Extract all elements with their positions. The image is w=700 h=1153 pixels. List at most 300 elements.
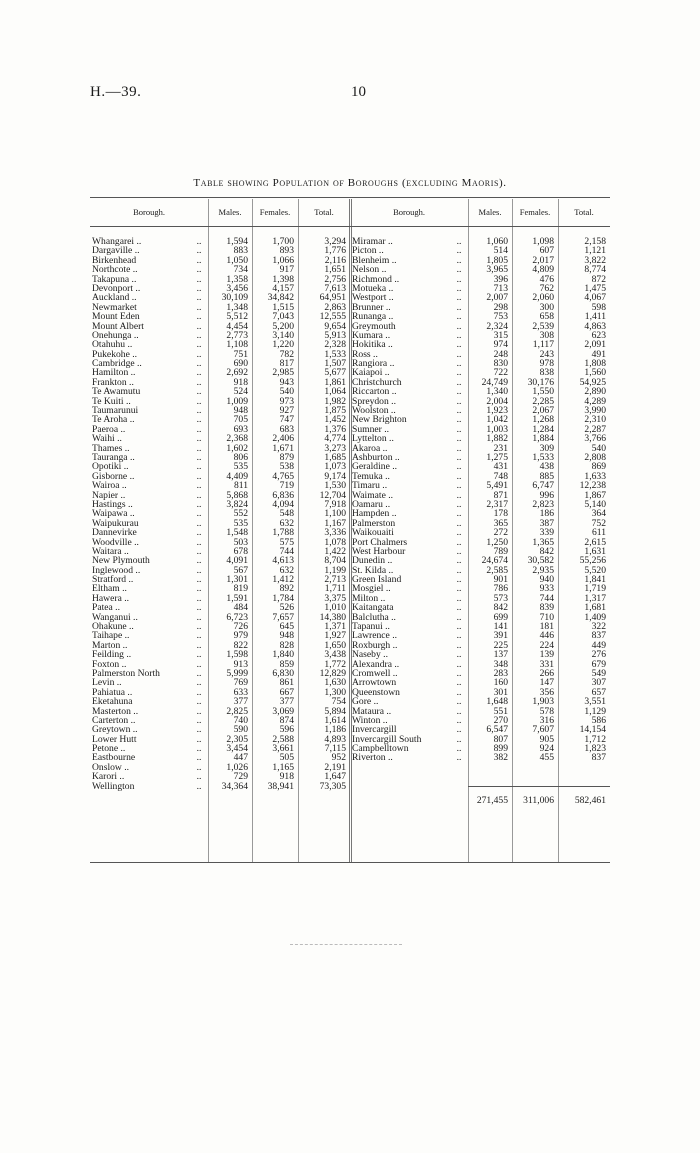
- borough-name: Napier ..: [92, 490, 126, 500]
- leader-dots: ..: [196, 564, 202, 576]
- total-value: 2,091: [584, 339, 606, 351]
- borough-name: Inglewood ..: [92, 565, 141, 576]
- leader-dots: ..: [456, 489, 462, 501]
- leader-dots: ..: [456, 470, 462, 482]
- borough-name: Queenstown: [352, 687, 400, 698]
- total-value: 586: [591, 714, 606, 726]
- table-row: [350, 575, 610, 584]
- males-value: 30,109: [221, 292, 248, 304]
- females-value: 927: [279, 405, 294, 417]
- total-value: 1,651: [324, 264, 346, 276]
- col-header-females: Females.: [259, 207, 291, 217]
- females-value: 1,098: [532, 236, 554, 247]
- right-rows: [350, 237, 610, 763]
- females-value: 266: [539, 667, 554, 679]
- borough-name: Christchurch: [352, 377, 402, 388]
- males-value: 573: [493, 592, 508, 604]
- males-value: 315: [493, 329, 508, 341]
- males-value: 830: [493, 358, 508, 370]
- females-value: 243: [539, 348, 554, 360]
- total-value: 1,530: [324, 480, 346, 492]
- borough-name: Naseby ..: [352, 650, 388, 660]
- borough-name: Waipukurau: [92, 518, 139, 529]
- males-value: 3,965: [486, 264, 508, 276]
- table-row: [350, 631, 610, 640]
- total-value: 7,115: [324, 743, 346, 755]
- table-row: [350, 650, 610, 659]
- males-value: 5,491: [486, 480, 508, 492]
- table-row: [350, 481, 610, 490]
- total-value: 3,294: [324, 236, 346, 247]
- borough-name: Roxburgh ..: [352, 640, 398, 651]
- borough-name: Tapanui ..: [352, 622, 390, 632]
- total-value: 54,925: [579, 376, 606, 388]
- females-value: 879: [279, 451, 294, 463]
- leader-dots: ..: [196, 508, 202, 520]
- borough-name: Nelson ..: [352, 265, 387, 275]
- males-value: 567: [233, 564, 248, 576]
- males-value: 141: [493, 621, 508, 633]
- total-value: 1,422: [324, 545, 346, 557]
- total-value: 1,631: [584, 545, 606, 557]
- females-value: 1,840: [272, 649, 294, 661]
- males-value: 514: [493, 245, 508, 257]
- males-value: 713: [493, 282, 508, 294]
- females-value: 1,284: [532, 423, 554, 435]
- total-value: 754: [331, 696, 346, 708]
- leader-dots: ..: [196, 592, 202, 604]
- total-value: 1,808: [584, 358, 606, 370]
- borough-name: Riverton ..: [352, 753, 393, 763]
- total-value: 1,685: [324, 451, 346, 463]
- leader-dots: ..: [196, 320, 202, 332]
- leader-dots: ..: [196, 658, 202, 670]
- table-row: [350, 613, 610, 622]
- females-value: 1,365: [532, 536, 554, 548]
- males-value: 822: [233, 639, 248, 651]
- total-value: 3,766: [584, 433, 606, 445]
- table-row: [350, 725, 610, 734]
- leader-dots: ..: [456, 574, 462, 586]
- females-value: 1,700: [272, 236, 294, 247]
- males-value: 382: [493, 752, 508, 764]
- total-value: 1,841: [584, 574, 606, 586]
- borough-name: Spreydon ..: [352, 396, 396, 407]
- table-row: [350, 547, 610, 556]
- table-row: [90, 462, 350, 471]
- leader-dots: ..: [456, 339, 462, 351]
- table-row: [350, 584, 610, 593]
- total-value: 55,256: [579, 555, 606, 567]
- leader-dots: ..: [196, 696, 202, 708]
- females-value: 2,539: [532, 320, 554, 332]
- total-value: 307: [591, 677, 606, 689]
- leader-dots: ..: [196, 451, 202, 463]
- borough-name: Eastbourne: [92, 753, 136, 763]
- leader-dots: ..: [456, 461, 462, 473]
- males-value: 1,602: [226, 442, 248, 454]
- leader-dots: ..: [456, 386, 462, 398]
- total-value: 4,067: [584, 292, 606, 304]
- total-value: 276: [591, 649, 606, 661]
- leader-dots: ..: [456, 367, 462, 379]
- leader-dots: ..: [196, 517, 202, 529]
- females-value: 339: [539, 527, 554, 539]
- borough-name: Palmerston North: [92, 668, 160, 679]
- borough-name: Temuka ..: [352, 471, 390, 482]
- males-value: 2,004: [486, 395, 508, 407]
- males-value: 298: [493, 301, 508, 313]
- leader-dots: ..: [456, 376, 462, 388]
- leader-dots: ..: [196, 583, 202, 595]
- leader-dots: ..: [196, 339, 202, 351]
- table-row: [90, 528, 350, 537]
- table-row: [90, 453, 350, 462]
- females-value: 538: [279, 461, 294, 473]
- total-value: 1,371: [324, 621, 346, 633]
- males-value: 160: [493, 677, 508, 689]
- total-value: 449: [591, 639, 606, 651]
- table-row: [90, 519, 350, 528]
- borough-name: Cromwell ..: [352, 668, 398, 679]
- males-value: 729: [233, 771, 248, 783]
- borough-name: Riccarton ..: [352, 387, 397, 397]
- females-value: 300: [539, 301, 554, 313]
- leader-dots: ..: [456, 649, 462, 661]
- leader-dots: ..: [456, 236, 462, 247]
- borough-name: Motueka ..: [352, 283, 394, 294]
- leader-dots: ..: [456, 311, 462, 323]
- females-value: 2,406: [272, 433, 294, 445]
- males-value: 2,773: [226, 329, 248, 341]
- leader-dots: ..: [196, 273, 202, 285]
- borough-name: Waimate ..: [352, 490, 394, 500]
- table-row: [90, 397, 350, 406]
- females-value: 744: [279, 545, 294, 557]
- borough-name: Dargaville ..: [92, 246, 140, 256]
- title-rule: [90, 197, 610, 198]
- borough-name: Dannevirke: [92, 528, 137, 538]
- males-value: 484: [233, 602, 248, 614]
- total-value: 657: [591, 686, 606, 698]
- total-value: 2,287: [584, 423, 606, 435]
- borough-name: Wanganui ..: [92, 612, 138, 623]
- borough-name: Auckland ..: [92, 293, 137, 303]
- table-row: [350, 256, 610, 265]
- borough-name: Winton ..: [352, 715, 388, 726]
- females-value: 4,613: [272, 555, 294, 567]
- males-value: 899: [493, 743, 508, 755]
- females-value: 575: [279, 536, 294, 548]
- males-value: 535: [233, 517, 248, 529]
- leader-dots: ..: [456, 696, 462, 708]
- table-row: [90, 331, 350, 340]
- females-value: 387: [539, 517, 554, 529]
- table-row: [350, 472, 610, 481]
- total-value: 1,300: [324, 686, 346, 698]
- females-value: 782: [279, 348, 294, 360]
- borough-name: Dunedin ..: [352, 556, 393, 566]
- total-value: 1,867: [584, 489, 606, 501]
- females-value: 2,588: [272, 733, 294, 745]
- total-value: 1,167: [324, 517, 346, 529]
- total-value: 872: [591, 273, 606, 285]
- table-row: [90, 678, 350, 687]
- table-row: [350, 528, 610, 537]
- leader-dots: ..: [456, 536, 462, 548]
- females-value: 747: [279, 414, 294, 426]
- borough-name: Mataura ..: [352, 706, 392, 716]
- borough-name: Rangiora ..: [352, 359, 395, 369]
- total-value: 5,677: [324, 367, 346, 379]
- leader-dots: ..: [196, 395, 202, 407]
- borough-name: Paeroa ..: [92, 424, 126, 435]
- females-value: 917: [279, 264, 294, 276]
- col-header-males: Males.: [218, 207, 242, 217]
- table-row: [350, 265, 610, 274]
- females-value: 476: [539, 273, 554, 285]
- leader-dots: ..: [456, 320, 462, 332]
- leader-dots: ..: [196, 621, 202, 633]
- total-value: 14,380: [319, 611, 346, 623]
- table-row: [90, 697, 350, 706]
- males-value: 503: [233, 536, 248, 548]
- males-value: 705: [233, 414, 248, 426]
- table-row: [90, 350, 350, 359]
- leader-dots: ..: [196, 358, 202, 370]
- leader-dots: ..: [456, 602, 462, 614]
- leader-dots: ..: [196, 489, 202, 501]
- total-value: 1,875: [324, 405, 346, 417]
- leader-dots: ..: [456, 414, 462, 426]
- table-row: [350, 697, 610, 706]
- total-value: 1,078: [324, 536, 346, 548]
- table-row: [350, 744, 610, 753]
- males-value: 1,591: [226, 592, 248, 604]
- males-value: 913: [233, 658, 248, 670]
- females-value: 3,661: [272, 743, 294, 755]
- total-value: 9,174: [324, 470, 346, 482]
- total-value: 4,774: [324, 433, 346, 445]
- borough-name: Richmond ..: [352, 274, 400, 284]
- borough-name: Ross ..: [352, 349, 378, 360]
- table-row: [90, 472, 350, 481]
- total-value: 2,191: [324, 761, 346, 773]
- females-value: 331: [539, 658, 554, 670]
- table-row: [90, 340, 350, 349]
- total-value: 3,990: [584, 405, 606, 417]
- females-value: 940: [539, 574, 554, 586]
- total-value: 2,713: [324, 574, 346, 586]
- leader-dots: ..: [196, 433, 202, 445]
- total-value: 611: [591, 527, 606, 539]
- col-header-females: Females.: [519, 207, 551, 217]
- table-row: [90, 434, 350, 443]
- males-value: 248: [493, 348, 508, 360]
- total-value: 1,411: [584, 311, 606, 323]
- table-row: [350, 387, 610, 396]
- females-value: 607: [539, 245, 554, 257]
- table-row: [90, 500, 350, 509]
- males-value: 34,364: [221, 780, 248, 792]
- males-value: 789: [493, 545, 508, 557]
- borough-name: Te Awamutu: [92, 387, 141, 397]
- leader-dots: ..: [196, 743, 202, 755]
- borough-name: Campbelltown: [352, 744, 409, 754]
- total-males: 271,455: [476, 795, 508, 806]
- total-value: 1,199: [324, 564, 346, 576]
- borough-name: Waikouaiti: [352, 528, 394, 538]
- males-value: 4,091: [226, 555, 248, 567]
- leader-dots: ..: [196, 480, 202, 492]
- col-header-total: Total.: [574, 207, 594, 217]
- table-row: [350, 406, 610, 415]
- table-row: [350, 415, 610, 424]
- total-value: 2,890: [584, 386, 606, 398]
- females-value: 309: [539, 442, 554, 454]
- leader-dots: ..: [456, 592, 462, 604]
- leader-dots: ..: [456, 508, 462, 520]
- males-value: 2,317: [486, 498, 508, 510]
- leader-dots: ..: [196, 686, 202, 698]
- borough-name: Waipawa ..: [92, 509, 135, 519]
- table-row: [90, 538, 350, 547]
- males-value: 1,882: [486, 433, 508, 445]
- females-value: 817: [279, 358, 294, 370]
- leader-dots: ..: [196, 705, 202, 717]
- females-value: 933: [539, 583, 554, 595]
- females-value: 5,200: [272, 320, 294, 332]
- borough-name: Opotiki ..: [92, 462, 129, 472]
- total-value: 1,121: [584, 245, 606, 257]
- females-value: 842: [539, 545, 554, 557]
- females-value: 6,836: [272, 489, 294, 501]
- table-row: [90, 481, 350, 490]
- total-value: 5,894: [324, 705, 346, 717]
- females-value: 7,607: [532, 724, 554, 736]
- leader-dots: ..: [456, 555, 462, 567]
- females-value: 34,842: [267, 292, 294, 304]
- table-row: [90, 256, 350, 265]
- table-row: [350, 322, 610, 331]
- header-rule: [90, 226, 610, 227]
- males-value: 769: [233, 677, 248, 689]
- males-value: 726: [233, 621, 248, 633]
- males-value: 1,598: [226, 649, 248, 661]
- total-value: 4,893: [324, 733, 346, 745]
- leader-dots: ..: [456, 405, 462, 417]
- borough-name: Greymouth: [352, 321, 396, 331]
- females-value: 1,515: [272, 301, 294, 313]
- females-value: 859: [279, 658, 294, 670]
- table-row: [90, 322, 350, 331]
- females-value: 710: [539, 611, 554, 623]
- males-value: 535: [233, 461, 248, 473]
- total-value: 2,863: [324, 301, 346, 313]
- borough-name: Lawrence ..: [352, 631, 398, 641]
- leader-dots: ..: [196, 282, 202, 294]
- females-value: 455: [539, 752, 554, 764]
- females-value: 719: [279, 480, 294, 492]
- males-value: 722: [493, 367, 508, 379]
- total-value: 952: [331, 752, 346, 764]
- males-value: 348: [493, 658, 508, 670]
- table-row: [90, 631, 350, 640]
- males-value: 3,824: [226, 498, 248, 510]
- table-row: [350, 716, 610, 725]
- total-value: 5,913: [324, 329, 346, 341]
- borough-name: Taumarunui: [92, 406, 139, 416]
- borough-name: Whangarei ..: [92, 237, 142, 247]
- females-value: 667: [279, 686, 294, 698]
- females-value: 1,903: [532, 696, 554, 708]
- females-value: 147: [539, 677, 554, 689]
- borough-name: Gore ..: [352, 697, 379, 707]
- leader-dots: ..: [456, 564, 462, 576]
- borough-name: Woolston ..: [352, 406, 396, 416]
- males-value: 1,026: [226, 761, 248, 773]
- males-value: 272: [493, 527, 508, 539]
- males-value: 901: [493, 574, 508, 586]
- borough-name: Waihi ..: [92, 434, 122, 444]
- borough-name: Alexandra ..: [352, 659, 400, 669]
- leader-dots: ..: [456, 301, 462, 313]
- total-value: 2,116: [324, 254, 346, 266]
- table-row: [90, 387, 350, 396]
- total-value: 1,650: [324, 639, 346, 651]
- total-value: 12,704: [319, 489, 346, 501]
- females-value: 762: [539, 282, 554, 294]
- leader-dots: ..: [196, 376, 202, 388]
- leader-dots: ..: [196, 498, 202, 510]
- table-row: [350, 462, 610, 471]
- leader-dots: ..: [196, 667, 202, 679]
- leader-dots: ..: [456, 527, 462, 539]
- males-value: 1,050: [226, 254, 248, 266]
- leader-dots: ..: [196, 536, 202, 548]
- males-value: 301: [493, 686, 508, 698]
- borough-name: Port Chalmers: [352, 537, 408, 547]
- males-value: 1,250: [486, 536, 508, 548]
- table-row: [90, 406, 350, 415]
- males-value: 751: [233, 348, 248, 360]
- males-value: 3,454: [226, 743, 248, 755]
- males-value: 5,999: [226, 667, 248, 679]
- leader-dots: ..: [456, 705, 462, 717]
- females-value: 645: [279, 621, 294, 633]
- total-value: 623: [591, 329, 606, 341]
- males-value: 225: [493, 639, 508, 651]
- table-row: [350, 378, 610, 387]
- females-value: 308: [539, 329, 554, 341]
- total-value: 2,808: [584, 451, 606, 463]
- borough-name: Carterton ..: [92, 715, 136, 726]
- table-row: [90, 566, 350, 575]
- females-value: 1,398: [272, 273, 294, 285]
- total-value: 1,100: [324, 508, 346, 520]
- table-row: [350, 500, 610, 509]
- males-value: 6,723: [226, 611, 248, 623]
- leader-dots: ..: [196, 611, 202, 623]
- males-value: 693: [233, 423, 248, 435]
- males-value: 137: [493, 649, 508, 661]
- total-value: 5,520: [584, 564, 606, 576]
- table-row: [350, 331, 610, 340]
- females-value: 377: [279, 696, 294, 708]
- females-value: 578: [539, 705, 554, 717]
- females-value: 905: [539, 733, 554, 745]
- males-value: 918: [233, 376, 248, 388]
